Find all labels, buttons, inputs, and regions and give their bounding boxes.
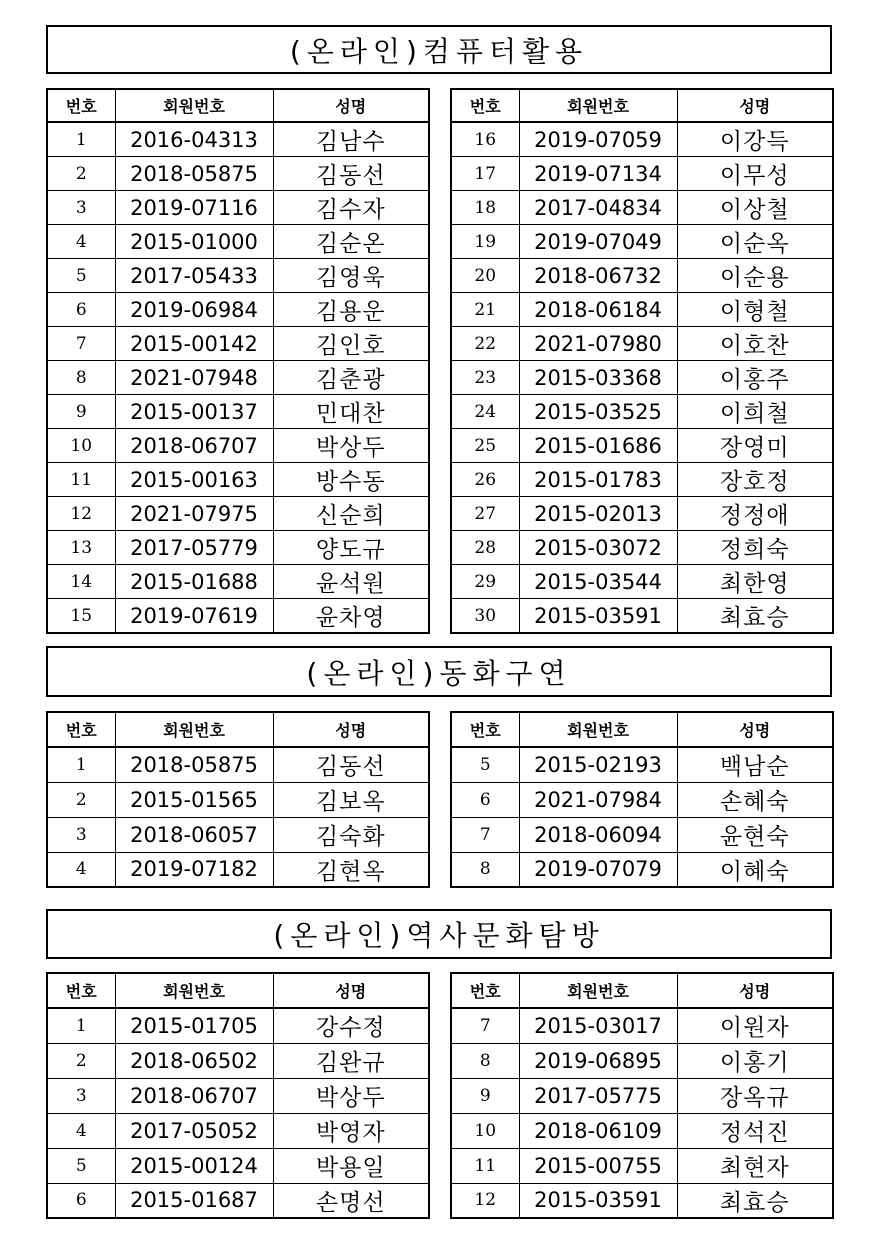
member-id: 2018-06502 <box>115 1043 273 1078</box>
table-row <box>451 1113 833 1148</box>
member-id: 2019-07079 <box>519 852 677 887</box>
member-id: 2015-01688 <box>115 565 273 599</box>
member-name: 최효승 <box>677 1183 833 1218</box>
member-name: 정석진 <box>677 1113 833 1148</box>
member-name: 양도규 <box>273 531 429 565</box>
member-name: 김남수 <box>273 122 429 157</box>
member-name: 이희철 <box>677 395 833 429</box>
row-number: 3 <box>47 817 115 852</box>
table-row <box>47 782 429 817</box>
table-row <box>451 565 833 599</box>
header-member-id: 회원번호 <box>519 89 677 122</box>
member-id: 2018-05875 <box>115 747 273 782</box>
table-row <box>451 782 833 817</box>
member-id: 2017-05779 <box>115 531 273 565</box>
member-id: 2015-03544 <box>519 565 677 599</box>
member-id: 2021-07980 <box>519 327 677 361</box>
table-row <box>451 531 833 565</box>
header-member-id: 회원번호 <box>519 973 677 1008</box>
member-id: 2015-00142 <box>115 327 273 361</box>
member-name: 최한영 <box>677 565 833 599</box>
member-name: 김순온 <box>273 225 429 259</box>
row-number: 16 <box>451 122 519 157</box>
row-number: 6 <box>451 782 519 817</box>
row-number: 18 <box>451 191 519 225</box>
section-title-history: (온라인)역사문화탐방 <box>46 909 832 959</box>
row-number: 26 <box>451 463 519 497</box>
row-number: 11 <box>47 463 115 497</box>
table-row <box>451 1078 833 1113</box>
row-number: 6 <box>47 1183 115 1218</box>
row-number: 15 <box>47 599 115 634</box>
row-number: 1 <box>47 747 115 782</box>
member-id: 2015-00163 <box>115 463 273 497</box>
header-row <box>47 89 429 122</box>
row-number: 22 <box>451 327 519 361</box>
row-number: 5 <box>47 259 115 293</box>
header-member-id: 회원번호 <box>115 973 273 1008</box>
table-row <box>451 817 833 852</box>
roster-table-computer-right <box>450 88 834 634</box>
member-id: 2015-00137 <box>115 395 273 429</box>
table-row <box>47 327 429 361</box>
member-id: 2018-06109 <box>519 1113 677 1148</box>
member-id: 2015-03525 <box>519 395 677 429</box>
section-title-computer: (온라인)컴퓨터활용 <box>46 25 832 74</box>
table-row <box>451 122 833 157</box>
member-name: 백남순 <box>677 747 833 782</box>
member-name: 손혜숙 <box>677 782 833 817</box>
member-name: 민대찬 <box>273 395 429 429</box>
row-number: 4 <box>47 1113 115 1148</box>
member-name: 김보옥 <box>273 782 429 817</box>
table-row <box>47 1078 429 1113</box>
member-id: 2018-05875 <box>115 157 273 191</box>
row-number: 7 <box>47 327 115 361</box>
member-id: 2015-03017 <box>519 1008 677 1043</box>
member-id: 2019-07182 <box>115 852 273 887</box>
member-id: 2016-04313 <box>115 122 273 157</box>
table-row <box>451 463 833 497</box>
header-member-id: 회원번호 <box>115 712 273 747</box>
member-id: 2015-01686 <box>519 429 677 463</box>
member-name: 장옥규 <box>677 1078 833 1113</box>
row-number: 4 <box>47 852 115 887</box>
member-id: 2015-03072 <box>519 531 677 565</box>
member-name: 윤현숙 <box>677 817 833 852</box>
member-id: 2018-06707 <box>115 429 273 463</box>
member-id: 2018-06732 <box>519 259 677 293</box>
section-title-storytelling: (온라인)동화구연 <box>46 646 832 697</box>
row-number: 5 <box>47 1148 115 1183</box>
table-row <box>47 191 429 225</box>
member-name: 이혜숙 <box>677 852 833 887</box>
row-number: 7 <box>451 1008 519 1043</box>
member-id: 2019-07059 <box>519 122 677 157</box>
table-row <box>451 1008 833 1043</box>
row-number: 12 <box>451 1183 519 1218</box>
row-number: 8 <box>451 852 519 887</box>
row-number: 20 <box>451 259 519 293</box>
table-row <box>451 1043 833 1078</box>
header-member-id: 회원번호 <box>519 712 677 747</box>
row-number: 3 <box>47 191 115 225</box>
header-name: 성명 <box>273 973 429 1008</box>
member-name: 최현자 <box>677 1148 833 1183</box>
roster-table-history-left <box>46 972 430 1219</box>
member-id: 2015-00755 <box>519 1148 677 1183</box>
member-id: 2015-01783 <box>519 463 677 497</box>
member-name: 방수동 <box>273 463 429 497</box>
member-name: 윤차영 <box>273 599 429 634</box>
header-number: 번호 <box>451 89 519 122</box>
row-number: 10 <box>47 429 115 463</box>
member-id: 2017-05775 <box>519 1078 677 1113</box>
table-row <box>47 852 429 887</box>
member-id: 2018-06184 <box>519 293 677 327</box>
row-number: 2 <box>47 782 115 817</box>
member-id: 2015-01565 <box>115 782 273 817</box>
header-row <box>451 973 833 1008</box>
row-number: 17 <box>451 157 519 191</box>
member-name: 이무성 <box>677 157 833 191</box>
header-number: 번호 <box>47 89 115 122</box>
member-id: 2015-02013 <box>519 497 677 531</box>
table-row <box>451 1183 833 1218</box>
member-id: 2021-07984 <box>519 782 677 817</box>
row-number: 27 <box>451 497 519 531</box>
member-name: 김용운 <box>273 293 429 327</box>
header-row <box>47 712 429 747</box>
table-row <box>47 122 429 157</box>
row-number: 11 <box>451 1148 519 1183</box>
row-number: 9 <box>47 395 115 429</box>
header-name: 성명 <box>677 89 833 122</box>
row-number: 28 <box>451 531 519 565</box>
row-number: 4 <box>47 225 115 259</box>
member-id: 2015-03591 <box>519 1183 677 1218</box>
member-name: 박상두 <box>273 1078 429 1113</box>
header-name: 성명 <box>273 712 429 747</box>
row-number: 5 <box>451 747 519 782</box>
member-id: 2017-04834 <box>519 191 677 225</box>
row-number: 24 <box>451 395 519 429</box>
roster-table-storytelling-right <box>450 711 834 888</box>
table-row <box>47 157 429 191</box>
member-name: 박용일 <box>273 1148 429 1183</box>
table-row <box>47 497 429 531</box>
member-name: 이강득 <box>677 122 833 157</box>
row-number: 12 <box>47 497 115 531</box>
row-number: 10 <box>451 1113 519 1148</box>
table-row <box>47 1113 429 1148</box>
table-row <box>47 225 429 259</box>
member-name: 박상두 <box>273 429 429 463</box>
member-name: 김숙화 <box>273 817 429 852</box>
member-name: 정정애 <box>677 497 833 531</box>
row-number: 13 <box>47 531 115 565</box>
table-row <box>451 1148 833 1183</box>
table-row <box>451 327 833 361</box>
header-row <box>451 712 833 747</box>
member-id: 2015-03591 <box>519 599 677 634</box>
table-row <box>451 429 833 463</box>
roster-table-history-right <box>450 972 834 1219</box>
row-number: 8 <box>47 361 115 395</box>
row-number: 21 <box>451 293 519 327</box>
row-number: 19 <box>451 225 519 259</box>
header-number: 번호 <box>47 712 115 747</box>
row-number: 23 <box>451 361 519 395</box>
member-name: 박영자 <box>273 1113 429 1148</box>
member-name: 이순용 <box>677 259 833 293</box>
table-row <box>47 531 429 565</box>
member-name: 장영미 <box>677 429 833 463</box>
member-name: 이상철 <box>677 191 833 225</box>
member-name: 김춘광 <box>273 361 429 395</box>
header-number: 번호 <box>451 712 519 747</box>
member-id: 2021-07948 <box>115 361 273 395</box>
member-name: 신순희 <box>273 497 429 531</box>
table-row <box>47 1008 429 1043</box>
member-id: 2018-06057 <box>115 817 273 852</box>
row-number: 2 <box>47 1043 115 1078</box>
table-row <box>47 817 429 852</box>
header-member-id: 회원번호 <box>115 89 273 122</box>
member-id: 2015-00124 <box>115 1148 273 1183</box>
table-row <box>451 293 833 327</box>
member-id: 2017-05052 <box>115 1113 273 1148</box>
row-number: 1 <box>47 1008 115 1043</box>
member-name: 이홍주 <box>677 361 833 395</box>
header-name: 성명 <box>677 973 833 1008</box>
member-name: 김인호 <box>273 327 429 361</box>
table-row <box>47 259 429 293</box>
row-number: 2 <box>47 157 115 191</box>
header-number: 번호 <box>47 973 115 1008</box>
member-name: 김완규 <box>273 1043 429 1078</box>
header-row <box>47 973 429 1008</box>
member-name: 이홍기 <box>677 1043 833 1078</box>
table-row <box>451 747 833 782</box>
member-id: 2021-07975 <box>115 497 273 531</box>
table-row <box>451 497 833 531</box>
member-id: 2019-07116 <box>115 191 273 225</box>
row-number: 3 <box>47 1078 115 1113</box>
table-row <box>47 429 429 463</box>
member-name: 장호정 <box>677 463 833 497</box>
table-row <box>47 1043 429 1078</box>
member-id: 2015-01000 <box>115 225 273 259</box>
table-row <box>451 157 833 191</box>
table-row <box>451 225 833 259</box>
table-row <box>451 852 833 887</box>
member-name: 윤석원 <box>273 565 429 599</box>
member-name: 김동선 <box>273 747 429 782</box>
member-name: 이호찬 <box>677 327 833 361</box>
row-number: 25 <box>451 429 519 463</box>
row-number: 1 <box>47 122 115 157</box>
member-id: 2015-01705 <box>115 1008 273 1043</box>
header-name: 성명 <box>677 712 833 747</box>
header-number: 번호 <box>451 973 519 1008</box>
member-name: 김현옥 <box>273 852 429 887</box>
member-id: 2019-06984 <box>115 293 273 327</box>
table-row <box>47 395 429 429</box>
member-name: 정희숙 <box>677 531 833 565</box>
roster-table-storytelling-left <box>46 711 430 888</box>
row-number: 14 <box>47 565 115 599</box>
member-id: 2015-01687 <box>115 1183 273 1218</box>
row-number: 30 <box>451 599 519 634</box>
table-row <box>451 599 833 634</box>
row-number: 29 <box>451 565 519 599</box>
member-name: 이순옥 <box>677 225 833 259</box>
table-row <box>451 361 833 395</box>
member-id: 2018-06094 <box>519 817 677 852</box>
member-id: 2019-07049 <box>519 225 677 259</box>
table-row <box>451 259 833 293</box>
member-name: 이형철 <box>677 293 833 327</box>
member-id: 2018-06707 <box>115 1078 273 1113</box>
member-id: 2019-07619 <box>115 599 273 634</box>
row-number: 9 <box>451 1078 519 1113</box>
member-name: 최효승 <box>677 599 833 634</box>
row-number: 6 <box>47 293 115 327</box>
member-name: 강수정 <box>273 1008 429 1043</box>
roster-table-computer-left <box>46 88 430 634</box>
table-row <box>47 1148 429 1183</box>
row-number: 8 <box>451 1043 519 1078</box>
table-row <box>47 361 429 395</box>
table-row <box>47 599 429 634</box>
table-row <box>47 565 429 599</box>
header-row <box>451 89 833 122</box>
member-id: 2019-06895 <box>519 1043 677 1078</box>
table-row <box>451 395 833 429</box>
table-row <box>47 463 429 497</box>
member-name: 김동선 <box>273 157 429 191</box>
table-row <box>47 747 429 782</box>
member-name: 김영욱 <box>273 259 429 293</box>
table-row <box>47 293 429 327</box>
member-id: 2019-07134 <box>519 157 677 191</box>
member-id: 2015-02193 <box>519 747 677 782</box>
header-name: 성명 <box>273 89 429 122</box>
member-name: 김수자 <box>273 191 429 225</box>
row-number: 7 <box>451 817 519 852</box>
table-row <box>47 1183 429 1218</box>
member-name: 이원자 <box>677 1008 833 1043</box>
member-name: 손명선 <box>273 1183 429 1218</box>
member-id: 2015-03368 <box>519 361 677 395</box>
table-row <box>451 191 833 225</box>
member-id: 2017-05433 <box>115 259 273 293</box>
